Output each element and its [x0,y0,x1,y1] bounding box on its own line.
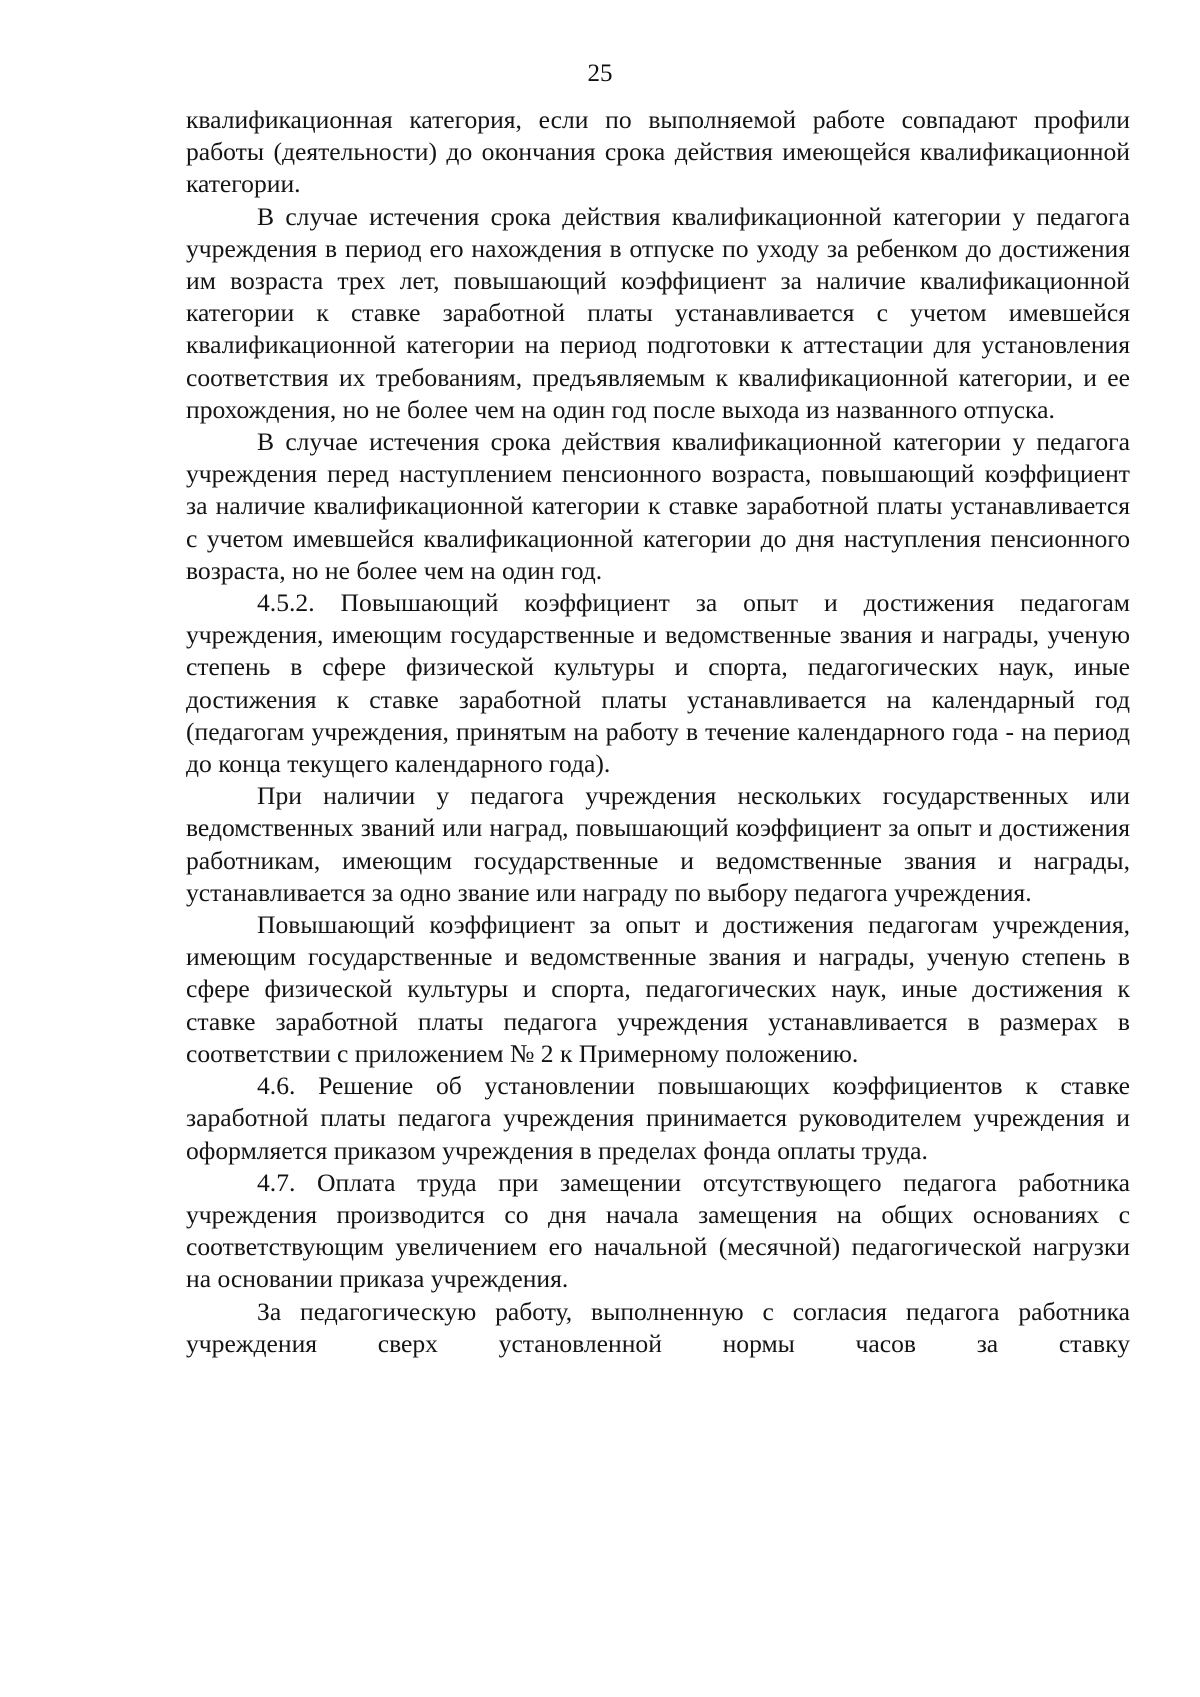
page-number: 25 [587,60,613,87]
document-body [186,104,1130,1360]
paragraph-4-5-2: 4.5.2. Повышающий коэффициент за опыт и достижения педагогам учреждения, имеющим государственные и ведомственные звания и награды, ученую степень в сфере физической культуры и спорта, педагогических наук, иные достижения к ставке заработной платы устанавливается на календарный год (педагогам учреждения, принятым на работу в течение календарного года - на период до конца текущего календарного года). [186,588,1130,779]
paragraph-pension-age-case: В случае истечения срока действия квалификационной категории у педагога учреждения перед наступлением пенсионного возраста, повышающий коэффициент за наличие квалификационной категории к ставке заработной платы устанавливается с учетом имевшейся квалификационной категории до дня наступления пенсионного возраста, но не более чем на один год. [186,427,1130,585]
paragraph-multiple-awards: При наличии у педагога учреждения нескольких государственных или ведомственных званий или наград, повышающий коэффициент за опыт и достижения работникам, имеющим государственные и ведомственные звания и награды, устанавливается за одно звание или награду по выбору педагога учреждения. [186,781,1130,907]
paragraph-overtime-work: За педагогическую работу, выполненную с согласия педагога работника учреждения сверх установленной нормы часов за ставку [186,1296,1130,1358]
paragraph-coefficient-amounts: Повышающий коэффициент за опыт и достижения педагогам учреждения, имеющим государственные и ведомственные звания и награды, ученую степень в сфере физической культуры и спорта, педагогических наук, иные достижения к ставке заработной платы педагога учреждения устанавливается в размерах в соответствии с приложением № 2 к Примерному положению. [186,910,1130,1068]
paragraph-4-7: 4.7. Оплата труда при замещении отсутствующего педагога работника учреждения производится со дня начала замещения на общих основаниях с соответствующим увеличением его начальной (месячной) педагогической нагрузки на основании приказа учреждения. [186,1167,1130,1294]
paragraph-parental-leave-case: В случае истечения срока действия квалификационной категории у педагога учреждения в период его нахождения в отпуске по уходу за ребенком до достижения им возраста трех лет, повышающий коэффициент за наличие квалификационной категории к ставке заработной платы устанавливается с учетом имевшейся квалификационной категории на период подготовки к аттестации для установления соответствия их требованиям, предъявляемым к квалификационной категории, и ее прохождения, но не более чем на один год после выхода из названного отпуска. [186,201,1130,424]
paragraph-qualification-category-continuation: квалификационная категория, если по выполняемой работе совпадают профили работы (деятельности) до окончания срока действия имеющейся квалификационной категории. [186,105,1130,199]
paragraph-4-6: 4.6. Решение об установлении повышающих коэффициентов к ставке заработной платы педагога учреждения принимается руководителем учреждения и оформляется приказом учреждения в пределах фонда оплаты труда. [186,1071,1130,1165]
